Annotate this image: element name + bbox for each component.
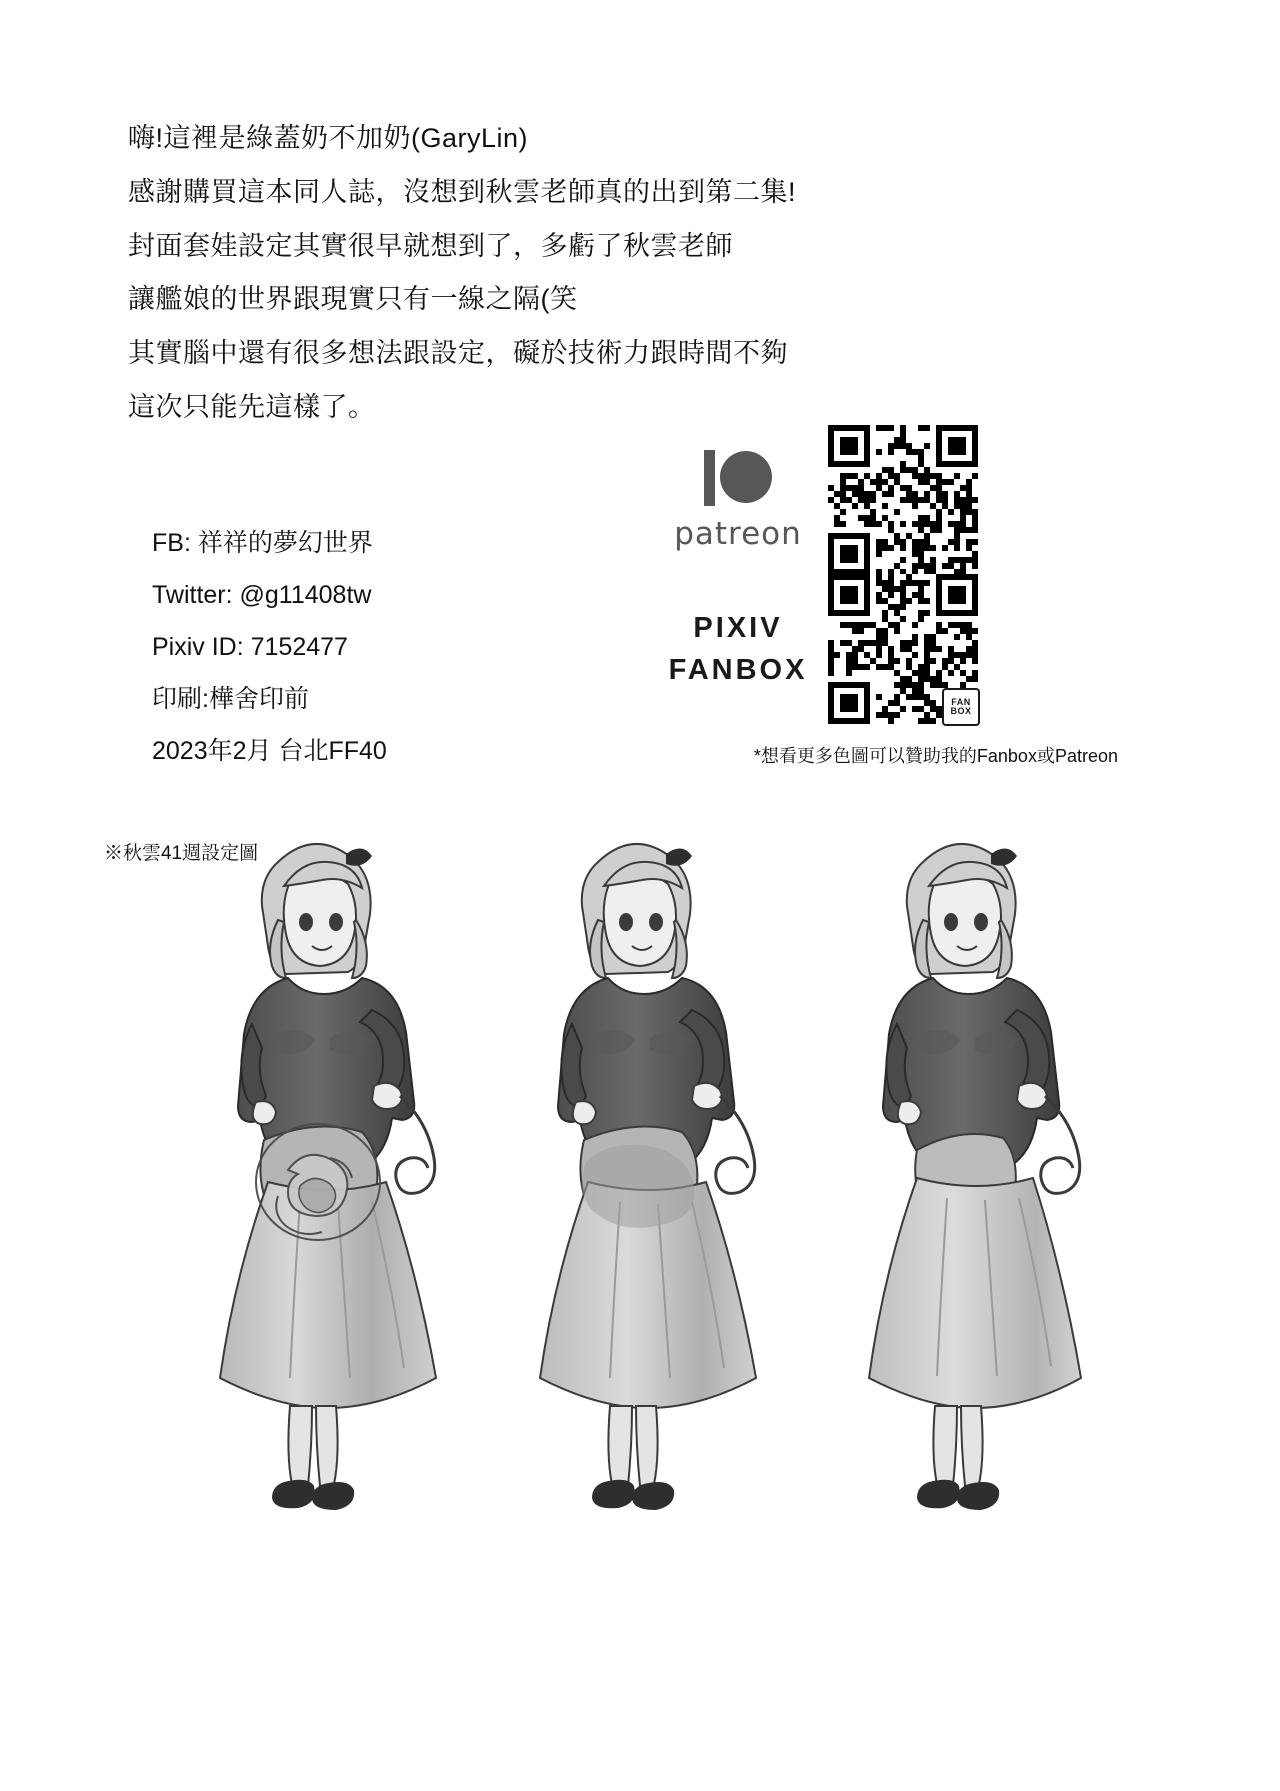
patreon-bar-shape [704,450,715,506]
afterword-line: 感謝購買這本同人誌，沒想到秋雲老師真的出到第二集! [128,176,797,207]
support-links-block [648,440,1108,716]
figure-body-2 [540,844,756,1510]
contact-printer: 印刷:樺舍印前 [152,685,309,713]
character-figure-1 [160,810,480,1570]
patreon-qr-code[interactable] [828,425,978,575]
fanbox-badge-line1: FAN [951,697,971,707]
afterword-line: 嗨!這裡是綠蓋奶不加奶(GaryLin) [128,123,529,153]
patreon-icon [704,448,772,510]
fanbox-row[interactable] [648,590,1108,716]
patreon-circle-shape [720,451,772,503]
afterword-line: 其實腦中還有很多想法跟設定，礙於技術力跟時間不夠 [128,338,788,368]
character-figure-2 [480,810,800,1570]
support-note: *想看更多色圖可以贊助我的Fanbox或Patreon [753,746,1118,766]
afterword-text-block [128,122,1028,445]
contact-twitter: Twitter: @g11408tw [152,581,372,609]
fanbox-logo [648,607,828,691]
figure-body-1 [220,844,436,1510]
character-sketch-illustration [150,810,1150,1570]
sketch-caption: ※秋雲41週設定圖 [104,843,259,864]
contact-date-event: 2023年2月 台北FF40 [152,737,387,765]
afterword-line: 這次只能先這樣了。 [128,391,376,422]
fanbox-badge-icon [942,688,980,726]
pixiv-wordmark: PIXIV [693,611,783,644]
figure-body-3 [869,844,1081,1510]
contact-facebook: FB: 祥祥的夢幻世界 [152,529,373,557]
afterword-line: 讓艦娘的世界跟現實只有一線之隔(笑 [128,284,578,315]
fanbox-qr-code[interactable] [828,574,978,724]
character-figure-3 [805,810,1125,1570]
contact-info-block [152,528,582,788]
patreon-wordmark: patreon [674,516,802,552]
fanbox-wordmark: FANBOX [668,654,808,686]
afterword-line: 封面套娃設定其實很早就想到了，多虧了秋雲老師 [128,230,733,261]
contact-pixiv-id: Pixiv ID: 7152477 [152,633,348,661]
patreon-row[interactable] [648,440,1108,560]
patreon-logo [648,448,828,552]
fanbox-badge-line2: BOX [950,706,972,716]
